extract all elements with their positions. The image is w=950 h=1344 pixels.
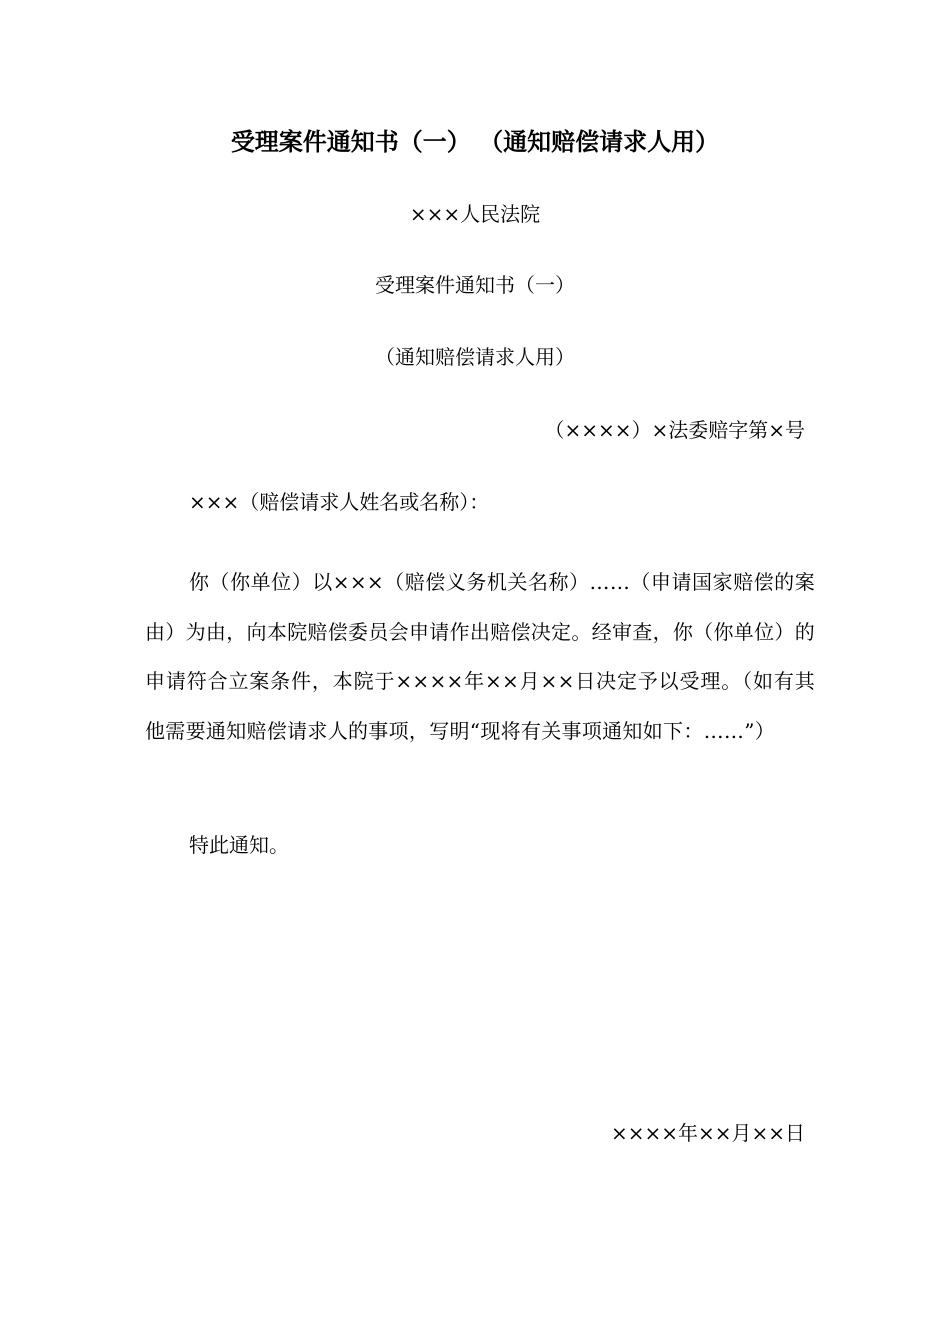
closing-text: 特此通知。 (189, 833, 289, 857)
notice-subtitle: （通知赔偿请求人用） (375, 345, 575, 369)
body-paragraph: 你（你单位）以×××（赔偿义务机关名称）……（申请国家赔偿的案由）为由，向本院赔偿委员会申请作出赔偿决定。经审查，你（你单位）的申请符合立案条件，本院于××××年××月××日决定予以受理。（如有其他需要通知赔偿请求人的事项，写明“现将有关事项通知如下：……”） (145, 570, 815, 743)
court-name: ×××人民法院 (409, 202, 541, 226)
main-title: 受理案件通知书（一） （通知赔偿请求人用） (230, 127, 720, 156)
notice-title: 受理案件通知书（一） (375, 273, 575, 297)
addressee: ×××（赔偿请求人姓名或名称）： (189, 490, 490, 514)
case-number: （××××）×法委赔字第×号 (544, 418, 805, 442)
issue-date: ××××年××月××日 (610, 1121, 805, 1145)
